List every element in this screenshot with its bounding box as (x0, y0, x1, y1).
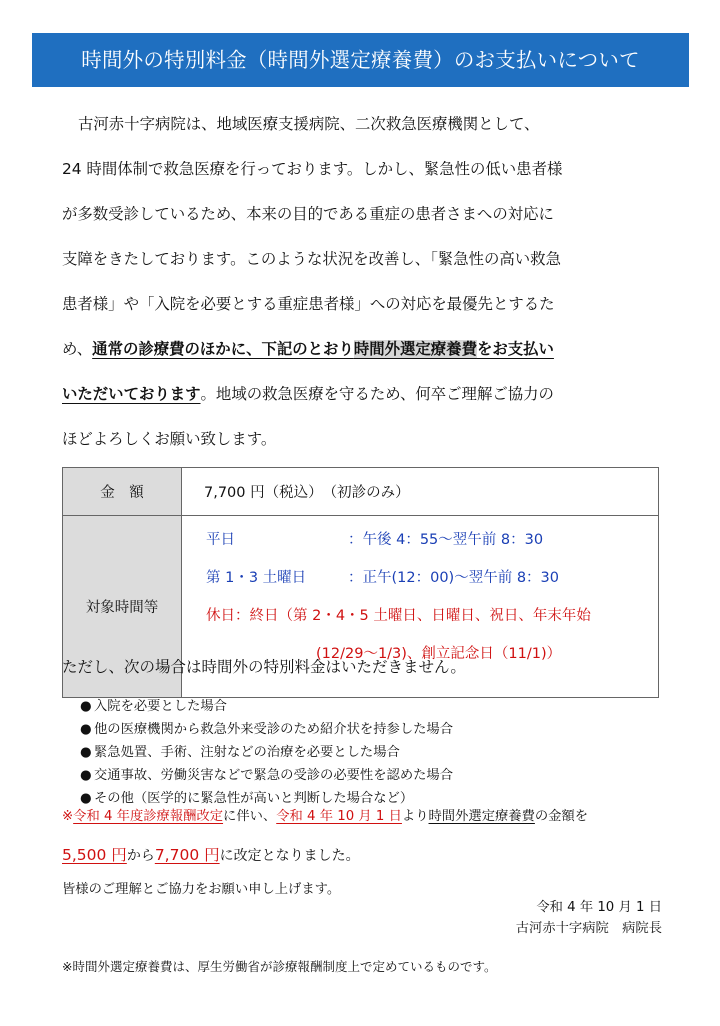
signature: 古河赤十字病院 病院長 (515, 921, 662, 936)
revision-date: 令和 4 年 10 月 1 日 (276, 809, 402, 824)
holiday-line-1: 休日：終日（第 2・4・5 土曜日、日曜日、祝日、年末年始 (206, 608, 591, 624)
bullet-icon: ● (80, 722, 92, 737)
bullet-icon: ● (80, 699, 92, 714)
exempt-item-text: 入院を必要とした場合 (94, 699, 227, 714)
revision-from: から (126, 848, 155, 864)
revision-name: 令和 4 年度診療報酬改定 (73, 809, 224, 824)
weekday-value: ：午後 4：55～翌午前 8：30 (348, 532, 544, 548)
holiday-line-2: (12/29～1/3)、創立記念日（11/1)） (316, 646, 562, 662)
weekday-label: 平日 (206, 532, 235, 548)
exempt-item-text: 交通事故、労働災害などで緊急の受診の必要性を認めた場合 (94, 768, 454, 783)
intro-line-7 (62, 382, 554, 406)
list-item (80, 718, 453, 741)
saturday-value: ：正午(12：00)～翌午前 8：30 (348, 570, 559, 586)
intro-line-1: 古河赤十字病院は、地域医療支援病院、二次救急医療機関として、 (78, 115, 540, 133)
exempt-intro: ただし、次の場合は時間外の特別料金はいただきません。 (62, 658, 466, 676)
list-item (80, 695, 453, 718)
intro-line-8: ほどよろしくお願い致します。 (62, 430, 277, 448)
amount-cell (182, 468, 659, 516)
revision-price-change (62, 843, 360, 865)
issue-date: 令和 4 年 10 月 1 日 (536, 900, 662, 915)
exempt-item-text: 緊急処置、手術、注射などの治療を必要とした場合 (94, 745, 400, 760)
revision-prefix: ※ (62, 809, 74, 824)
revision-notice (62, 805, 588, 824)
intro-line-3: が多数受診しているため、本来の目的である重症の患者さまへの対応に (62, 205, 554, 223)
list-item (80, 741, 453, 764)
time-label: 対象時間等 (63, 516, 182, 698)
new-price: 7,700 円 (154, 846, 220, 864)
thanks-text: 皆様のご理解とご協力をお願い申し上げます。 (62, 882, 341, 897)
intro-line-2: 24 時間体制で救急医療を行っております。しかし、緊急性の低い患者様 (62, 160, 563, 178)
bullet-icon: ● (80, 768, 92, 783)
old-price: 5,500 円 (62, 846, 127, 864)
revision-fee-name: 時間外選定療養費 (428, 809, 535, 824)
intro-emphasis-1: 通常の診療費のほかに、下記のとおり (92, 340, 354, 358)
table-row-amount (63, 468, 659, 516)
bullet-icon: ● (80, 791, 92, 806)
intro-line-6-start: め、 (62, 340, 93, 358)
intro-line-7-rest: 。地域の救急医療を守るため、何卒ご理解ご協力の (200, 385, 554, 403)
intro-emphasis-fee: 時間外選定療養費 (353, 340, 477, 358)
amount-label: 金 額 (63, 468, 182, 516)
intro-line-6 (62, 337, 554, 361)
page-title: 時間外の特別料金（時間外選定療養費）のお支払いについて (32, 33, 689, 87)
list-item (80, 764, 453, 787)
revision-suffix: に改定となりました。 (219, 848, 360, 864)
revision-text-1: に伴い、 (223, 809, 277, 824)
amount-value: 7,700 円（税込） （初診のみ） (204, 485, 410, 501)
exempt-list (80, 695, 453, 810)
exempt-item-text: 他の医療機関から救急外来受診のため紹介状を持参した場合 (94, 722, 454, 737)
revision-text-3: の金額を (534, 809, 589, 824)
intro-emphasis-3: いただいております (62, 385, 201, 403)
bullet-icon: ● (80, 745, 92, 760)
intro-line-5: 患者様」や「入院を必要とする重症患者様」への対応を最優先とするた (62, 295, 555, 313)
revision-text-2: より (401, 809, 429, 824)
exempt-item-text: その他（医学的に緊急性が高いと判断した場合など） (94, 791, 414, 806)
saturday-label: 第 1・3 土曜日 (206, 570, 307, 586)
intro-emphasis-2: をお支払い (476, 340, 554, 358)
footnote: ※時間外選定療養費は、厚生労働省が診療報酬制度上で定めているものです。 (62, 959, 497, 974)
intro-line-4: 支障をきたしております。このような状況を改善し、「緊急性の高い救急 (62, 250, 561, 268)
